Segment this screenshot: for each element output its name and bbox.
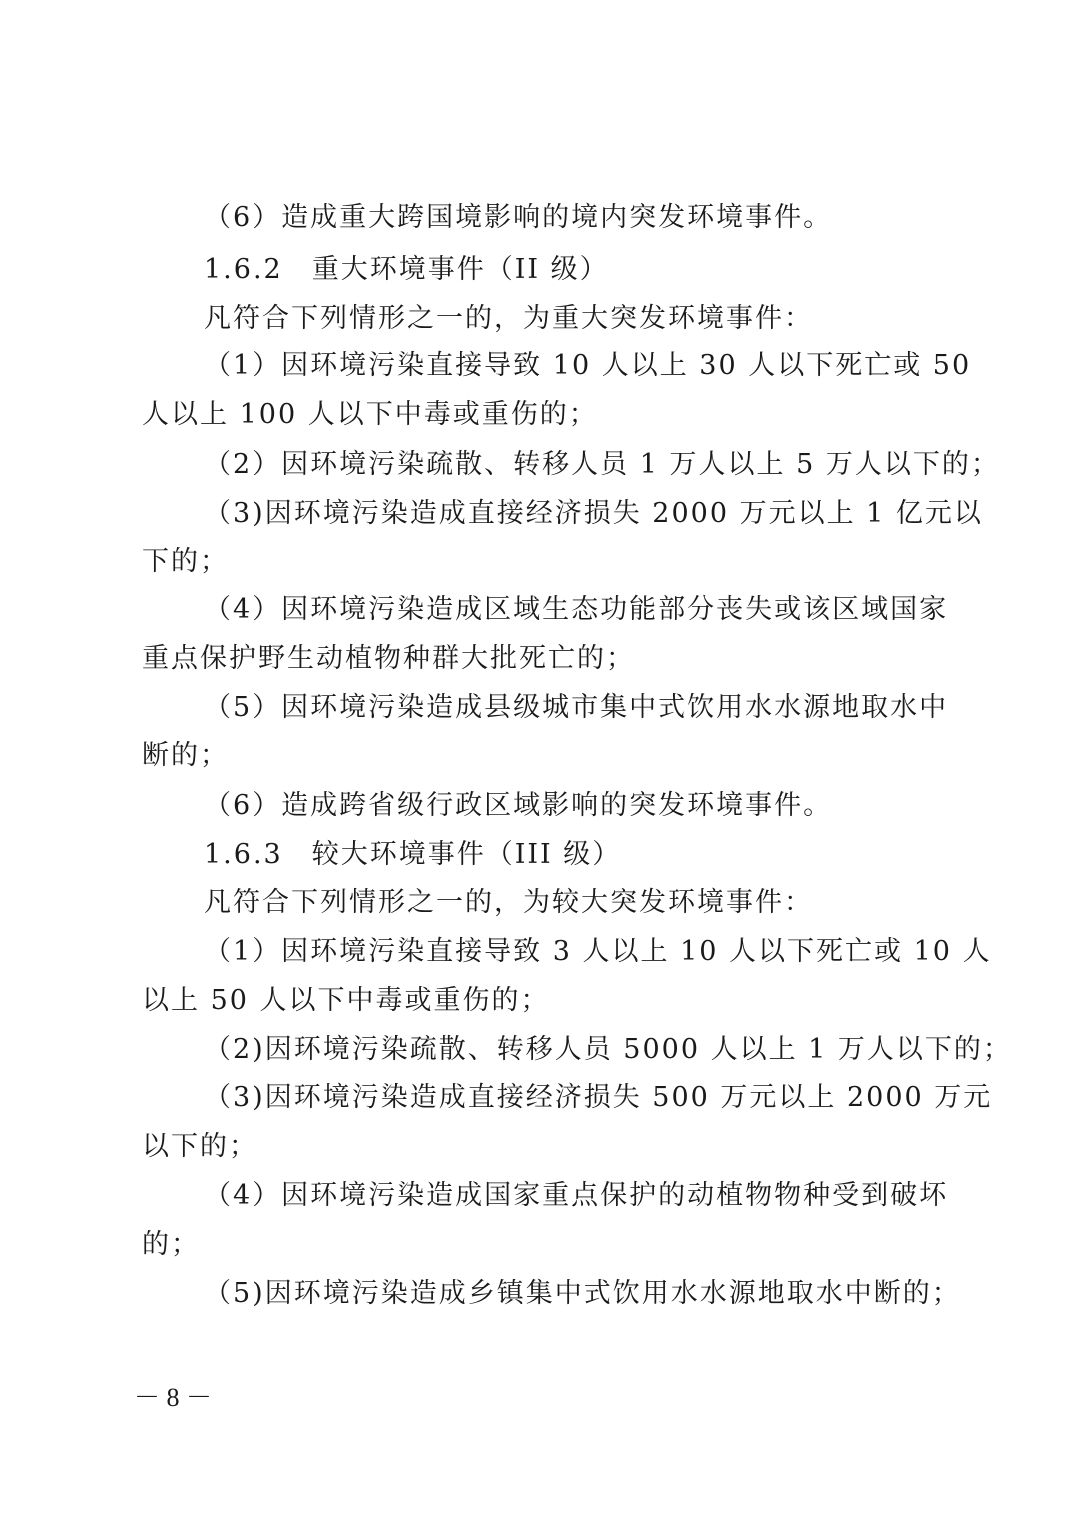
list-item-continuation: 以下的； [142, 1131, 258, 1162]
list-item-continuation: 重点保护野生动植物种群大批死亡的； [142, 643, 635, 674]
list-item: （5)因环境污染造成乡镇集中式饮用水水源地取水中断的； [204, 1278, 961, 1309]
list-item: （2)因环境污染疏散、转移人员 5000 人以上 1 万人以下的； [204, 1034, 1012, 1065]
list-item: （4）因环境污染造成国家重点保护的动植物物种受到破坏 [204, 1180, 949, 1211]
list-item: （3)因环境污染造成直接经济损失 2000 万元以上 1 亿元以 [204, 498, 983, 529]
list-item: （2）因环境污染疏散、转移人员 1 万人以上 5 万人以下的； [204, 449, 1000, 480]
page-number: － 8 － [134, 1383, 213, 1412]
list-item-continuation: 断的； [142, 740, 229, 771]
list-item: （6）造成跨省级行政区域影响的突发环境事件。 [204, 790, 833, 821]
list-item-continuation: 下的； [142, 546, 229, 577]
paragraph-line: 凡符合下列情形之一的，为较大突发环境事件： [204, 887, 813, 918]
list-item: （3)因环境污染造成直接经济损失 500 万元以上 2000 万元 [204, 1082, 993, 1113]
section-heading: 1.6.3 较大环境事件（III 级） [204, 839, 622, 870]
list-item: （1）因环境污染直接导致 3 人以上 10 人以下死亡或 10 人 [204, 936, 992, 967]
paragraph-line: 凡符合下列情形之一的，为重大突发环境事件： [204, 303, 813, 334]
paragraph-line: （6）造成重大跨国境影响的境内突发环境事件。 [204, 202, 833, 233]
list-item: （1）因环境污染直接导致 10 人以上 30 人以下死亡或 50 [204, 350, 972, 381]
list-item-continuation: 以上 50 人以下中毒或重伤的； [142, 985, 550, 1016]
section-heading: 1.6.2 重大环境事件（II 级） [204, 254, 609, 285]
list-item: （5）因环境污染造成县级城市集中式饮用水水源地取水中 [204, 692, 949, 723]
list-item-continuation: 人以上 100 人以下中毒或重伤的； [142, 399, 598, 430]
list-item-continuation: 的； [142, 1229, 200, 1260]
list-item: （4）因环境污染造成区域生态功能部分丧失或该区域国家 [204, 594, 949, 625]
